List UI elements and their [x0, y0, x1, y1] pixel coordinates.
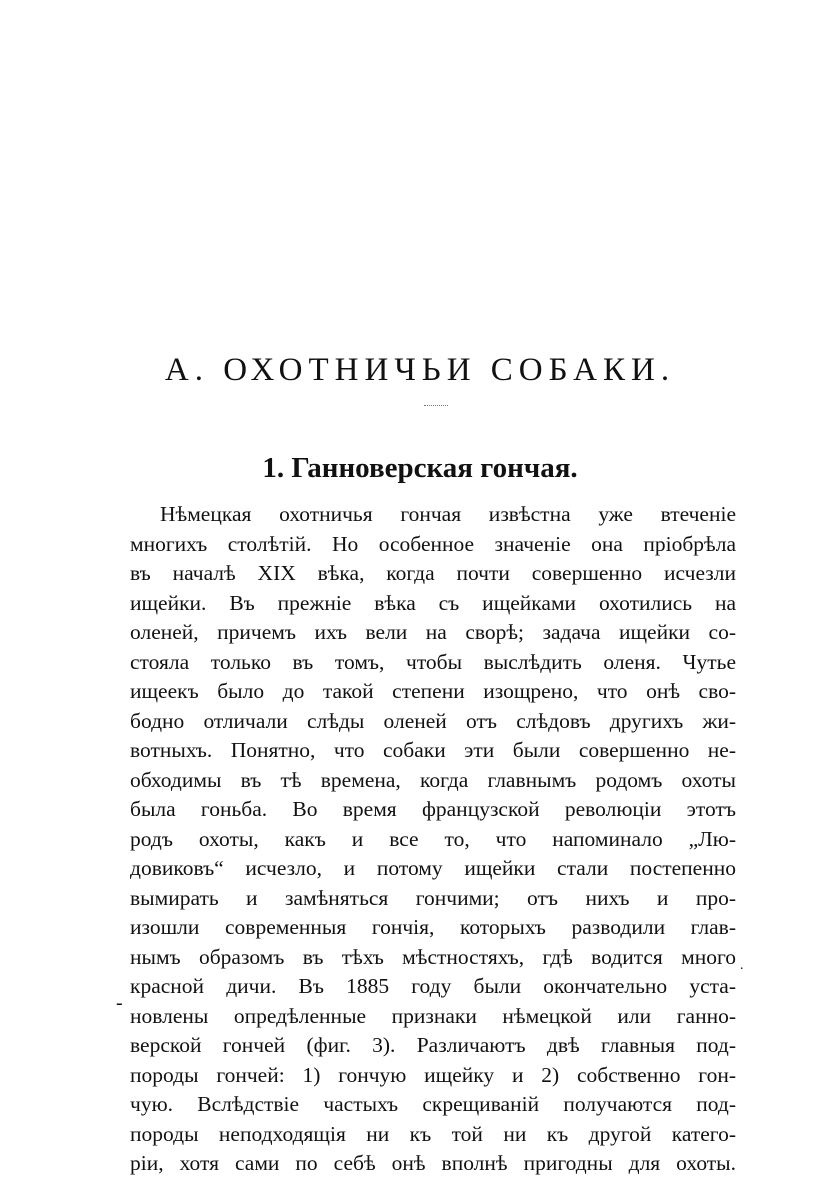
text-line: обходимы въ тѣ времена, когда главнымъ родомъ охоты	[130, 767, 736, 792]
text-line: многихъ столѣтій. Но особенное значеніе она пріобрѣла	[130, 531, 736, 556]
text-line: довиковъ“ исчезло, и потому ищейки стали постепенно	[130, 856, 736, 880]
ornament-divider	[424, 405, 448, 406]
text-line: изошли современныя гончія, которыхъ разводили глав-	[130, 915, 736, 939]
margin-mark-right: .	[740, 958, 744, 973]
text-line: красной дичи. Въ 1885 году были окончательно уста-	[130, 974, 736, 998]
body-paragraph	[130, 500, 736, 1179]
margin-mark-left: -	[116, 992, 123, 1014]
text-line: ищеекъ было до такой степени изощрено, что онѣ сво-	[130, 679, 736, 703]
text-line: бодно отличали слѣды оленей отъ слѣдовъ другихъ жи-	[130, 708, 736, 733]
text-line: новлены опредѣленные признаки нѣмецкой или ганно-	[130, 1003, 736, 1028]
text-line: была гоньба. Во время французской революціи этотъ	[130, 797, 736, 821]
text-line: ищейки. Въ прежніе вѣка съ ищейками охотились на	[130, 590, 736, 615]
text-line: Нѣмецкая охотничья гончая извѣстна уже втеченіе	[160, 502, 736, 526]
text-line: нымъ образомъ въ тѣхъ мѣстностяхъ, гдѣ водится много	[130, 944, 736, 969]
chapter-title: 1. Ганноверская гончая.	[262, 452, 578, 485]
text-line: вымирать и замѣняться гончими; отъ нихъ и про-	[130, 885, 736, 910]
section-heading: А. ОХОТНИЧЬИ СОБАКИ.	[164, 352, 676, 389]
text-line: вотныхъ. Понятно, что собаки эти были совершенно не-	[130, 738, 736, 762]
text-line: ріи, хотя сами по себѣ онѣ вполнѣ пригодны для охоты.	[130, 1151, 736, 1175]
text-line: родъ охоты, какъ и все то, что напоминало „Лю-	[130, 826, 736, 851]
text-line: стояла только въ томъ, чтобы выслѣдить оленя. Чутье	[130, 649, 736, 674]
text-line: оленей, причемъ ихъ вели на сворѣ; задача ищейки со-	[130, 620, 736, 644]
text-line: чую. Вслѣдствіе частыхъ скрещиваній получаются под-	[130, 1092, 736, 1116]
text-line: верской гончей (фиг. 3). Различаютъ двѣ главныя под-	[130, 1033, 736, 1057]
text-line: породы неподходящія ни къ той ни къ другой катего-	[130, 1121, 736, 1146]
text-line: въ началѣ XIX вѣка, когда почти совершенно исчезли	[130, 561, 736, 585]
text-line: породы гончей: 1) гончую ищейку и 2) собственно гон-	[130, 1062, 736, 1087]
